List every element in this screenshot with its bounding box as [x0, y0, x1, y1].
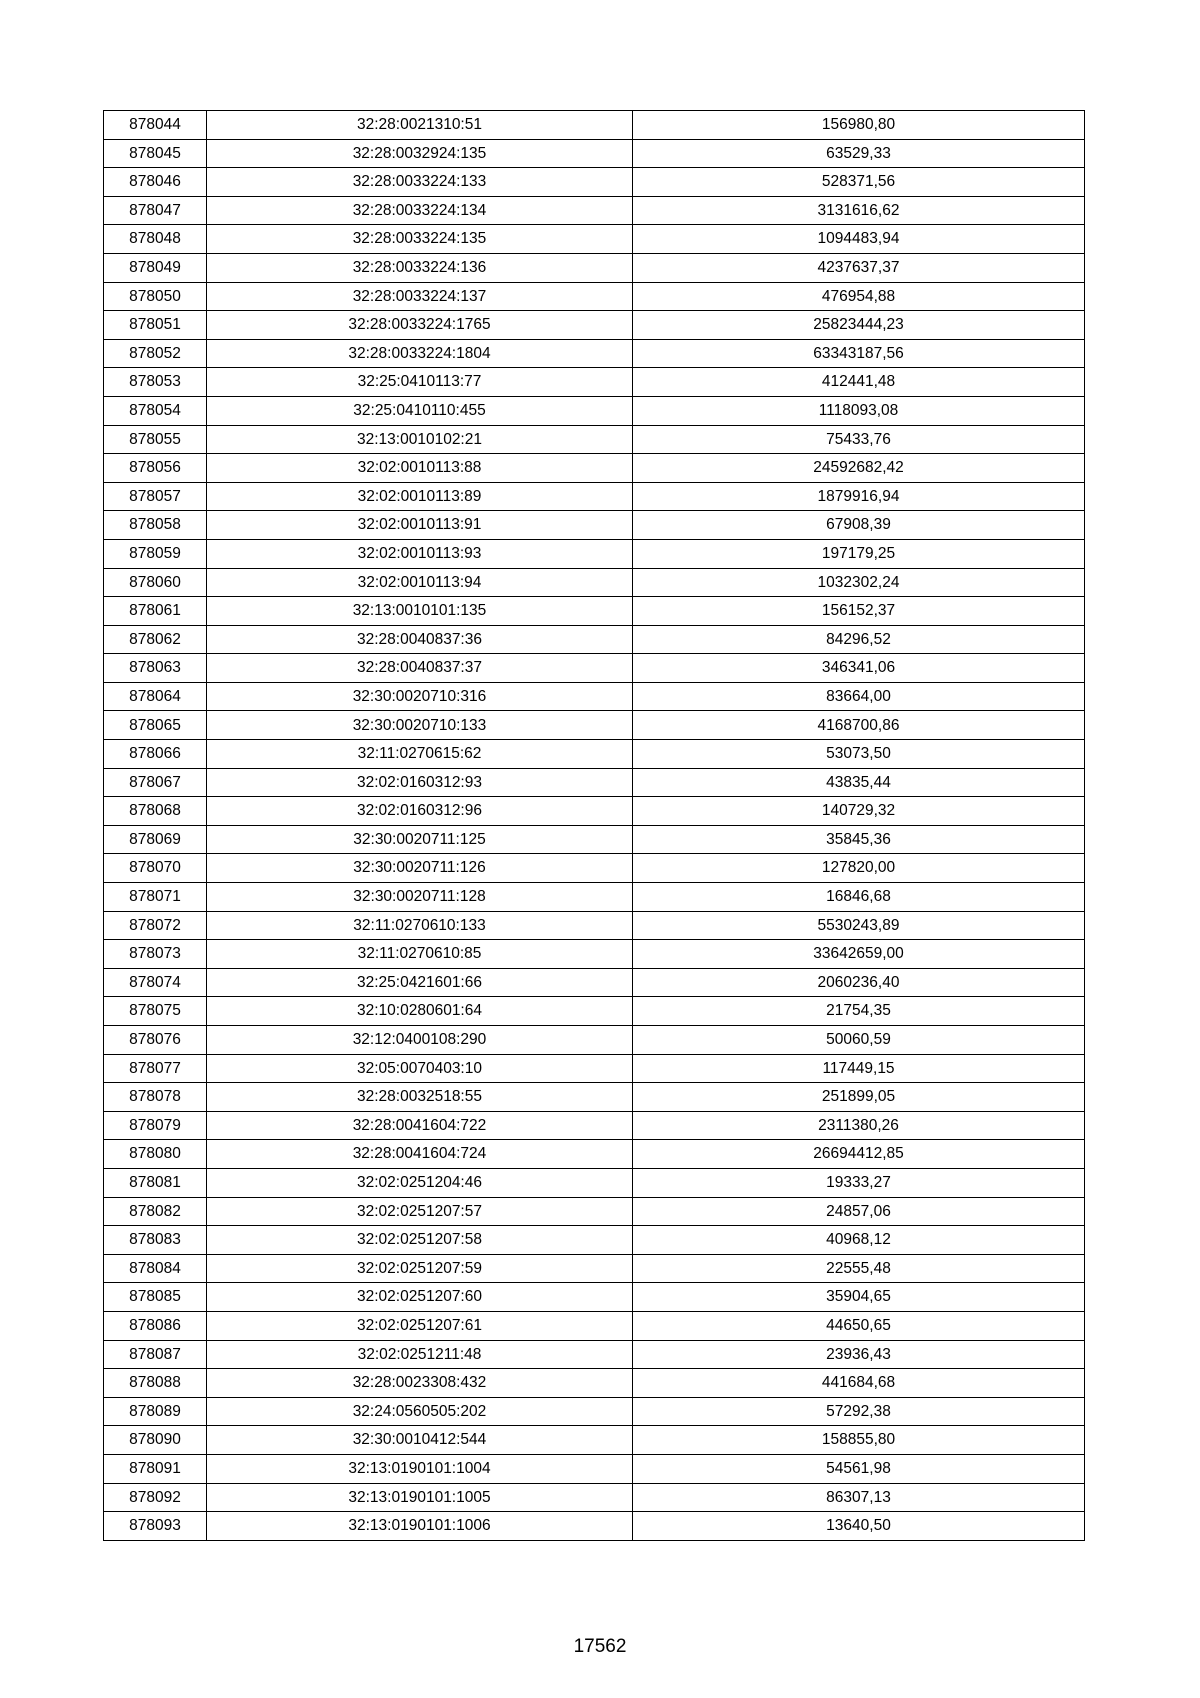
row-id-cell: 878081 — [104, 1168, 207, 1197]
row-id-cell: 878054 — [104, 396, 207, 425]
cadastral-number-cell: 32:02:0251207:59 — [207, 1254, 633, 1283]
table-row — [104, 883, 1085, 912]
data-table — [103, 110, 1085, 1541]
cadastral-number-cell: 32:28:0023308:432 — [207, 1369, 633, 1398]
row-id-cell: 878068 — [104, 797, 207, 826]
cadastral-number-cell: 32:02:0251207:58 — [207, 1226, 633, 1255]
row-id-cell: 878047 — [104, 196, 207, 225]
table-row — [104, 1226, 1085, 1255]
row-id-cell: 878076 — [104, 1026, 207, 1055]
cadastral-number-cell: 32:30:0020711:125 — [207, 825, 633, 854]
cadastral-number-cell: 32:02:0010113:88 — [207, 454, 633, 483]
row-id-cell: 878049 — [104, 253, 207, 282]
table-row — [104, 1197, 1085, 1226]
value-cell: 117449,15 — [633, 1054, 1085, 1083]
row-id-cell: 878088 — [104, 1369, 207, 1398]
row-id-cell: 878058 — [104, 511, 207, 540]
table-row — [104, 997, 1085, 1026]
cadastral-number-cell: 32:13:0190101:1005 — [207, 1483, 633, 1512]
cadastral-number-cell: 32:30:0020710:133 — [207, 711, 633, 740]
row-id-cell: 878077 — [104, 1054, 207, 1083]
table-row — [104, 1311, 1085, 1340]
table-row — [104, 940, 1085, 969]
table-row — [104, 625, 1085, 654]
cadastral-number-cell: 32:13:0010102:21 — [207, 425, 633, 454]
value-cell: 412441,48 — [633, 368, 1085, 397]
cadastral-number-cell: 32:28:0033224:1765 — [207, 311, 633, 340]
value-cell: 1032302,24 — [633, 568, 1085, 597]
row-id-cell: 878051 — [104, 311, 207, 340]
table-row — [104, 139, 1085, 168]
cadastral-number-cell: 32:28:0033224:136 — [207, 253, 633, 282]
row-id-cell: 878045 — [104, 139, 207, 168]
cadastral-number-cell: 32:13:0190101:1006 — [207, 1512, 633, 1541]
table-row — [104, 825, 1085, 854]
value-cell: 67908,39 — [633, 511, 1085, 540]
table-row — [104, 854, 1085, 883]
row-id-cell: 878055 — [104, 425, 207, 454]
value-cell: 35845,36 — [633, 825, 1085, 854]
row-id-cell: 878090 — [104, 1426, 207, 1455]
cadastral-number-cell: 32:12:0400108:290 — [207, 1026, 633, 1055]
table-row — [104, 1340, 1085, 1369]
cadastral-number-cell: 32:24:0560505:202 — [207, 1397, 633, 1426]
row-id-cell: 878087 — [104, 1340, 207, 1369]
cadastral-number-cell: 32:25:0421601:66 — [207, 968, 633, 997]
cadastral-number-cell: 32:28:0032518:55 — [207, 1083, 633, 1112]
cadastral-number-cell: 32:30:0010412:544 — [207, 1426, 633, 1455]
row-id-cell: 878060 — [104, 568, 207, 597]
value-cell: 25823444,23 — [633, 311, 1085, 340]
row-id-cell: 878064 — [104, 682, 207, 711]
value-cell: 40968,12 — [633, 1226, 1085, 1255]
row-id-cell: 878061 — [104, 597, 207, 626]
value-cell: 26694412,85 — [633, 1140, 1085, 1169]
table-row — [104, 768, 1085, 797]
cadastral-number-cell: 32:28:0033224:137 — [207, 282, 633, 311]
row-id-cell: 878084 — [104, 1254, 207, 1283]
cadastral-number-cell: 32:25:0410110:455 — [207, 396, 633, 425]
cadastral-number-cell: 32:05:0070403:10 — [207, 1054, 633, 1083]
value-cell: 3131616,62 — [633, 196, 1085, 225]
row-id-cell: 878053 — [104, 368, 207, 397]
table-row — [104, 1140, 1085, 1169]
row-id-cell: 878085 — [104, 1283, 207, 1312]
table-row — [104, 539, 1085, 568]
row-id-cell: 878083 — [104, 1226, 207, 1255]
table-row — [104, 1397, 1085, 1426]
table-row — [104, 168, 1085, 197]
value-cell: 84296,52 — [633, 625, 1085, 654]
cadastral-number-cell: 32:02:0251211:48 — [207, 1340, 633, 1369]
cadastral-number-cell: 32:02:0251207:60 — [207, 1283, 633, 1312]
table-row — [104, 1168, 1085, 1197]
value-cell: 197179,25 — [633, 539, 1085, 568]
value-cell: 2060236,40 — [633, 968, 1085, 997]
table-body — [104, 111, 1085, 1541]
value-cell: 33642659,00 — [633, 940, 1085, 969]
table-row — [104, 196, 1085, 225]
value-cell: 251899,05 — [633, 1083, 1085, 1112]
value-cell: 1094483,94 — [633, 225, 1085, 254]
value-cell: 83664,00 — [633, 682, 1085, 711]
cadastral-number-cell: 32:28:0041604:724 — [207, 1140, 633, 1169]
row-id-cell: 878056 — [104, 454, 207, 483]
table-row — [104, 797, 1085, 826]
cadastral-number-cell: 32:02:0251207:61 — [207, 1311, 633, 1340]
table-row — [104, 1369, 1085, 1398]
cadastral-number-cell: 32:11:0270610:85 — [207, 940, 633, 969]
cadastral-number-cell: 32:10:0280601:64 — [207, 997, 633, 1026]
value-cell: 16846,68 — [633, 883, 1085, 912]
row-id-cell: 878069 — [104, 825, 207, 854]
table-row — [104, 282, 1085, 311]
cadastral-number-cell: 32:02:0160312:93 — [207, 768, 633, 797]
table-row — [104, 968, 1085, 997]
cadastral-number-cell: 32:28:0033224:135 — [207, 225, 633, 254]
value-cell: 86307,13 — [633, 1483, 1085, 1512]
cadastral-number-cell: 32:02:0251207:57 — [207, 1197, 633, 1226]
row-id-cell: 878075 — [104, 997, 207, 1026]
cadastral-number-cell: 32:30:0020711:128 — [207, 883, 633, 912]
row-id-cell: 878092 — [104, 1483, 207, 1512]
cadastral-number-cell: 32:28:0021310:51 — [207, 111, 633, 140]
cadastral-number-cell: 32:28:0041604:722 — [207, 1111, 633, 1140]
value-cell: 50060,59 — [633, 1026, 1085, 1055]
table-row — [104, 1483, 1085, 1512]
table-row — [104, 654, 1085, 683]
page-number: 17562 — [573, 1636, 627, 1657]
cadastral-number-cell: 32:28:0033224:134 — [207, 196, 633, 225]
table-row — [104, 1283, 1085, 1312]
table-row — [104, 711, 1085, 740]
table-row — [104, 740, 1085, 769]
value-cell: 158855,80 — [633, 1426, 1085, 1455]
table-row — [104, 454, 1085, 483]
row-id-cell: 878059 — [104, 539, 207, 568]
cadastral-number-cell: 32:11:0270610:133 — [207, 911, 633, 940]
value-cell: 13640,50 — [633, 1512, 1085, 1541]
table-row — [104, 1026, 1085, 1055]
value-cell: 24592682,42 — [633, 454, 1085, 483]
table-row — [104, 511, 1085, 540]
value-cell: 57292,38 — [633, 1397, 1085, 1426]
value-cell: 75433,76 — [633, 425, 1085, 454]
row-id-cell: 878044 — [104, 111, 207, 140]
value-cell: 4237637,37 — [633, 253, 1085, 282]
table-row — [104, 911, 1085, 940]
table-row — [104, 1083, 1085, 1112]
table-row — [104, 1254, 1085, 1283]
table-row — [104, 1111, 1085, 1140]
row-id-cell: 878067 — [104, 768, 207, 797]
value-cell: 476954,88 — [633, 282, 1085, 311]
table-row — [104, 1426, 1085, 1455]
table-row — [104, 682, 1085, 711]
table-row — [104, 1512, 1085, 1541]
table-row — [104, 253, 1085, 282]
value-cell: 528371,56 — [633, 168, 1085, 197]
table-row — [104, 368, 1085, 397]
row-id-cell: 878066 — [104, 740, 207, 769]
value-cell: 156980,80 — [633, 111, 1085, 140]
value-cell: 23936,43 — [633, 1340, 1085, 1369]
cadastral-number-cell: 32:13:0010101:135 — [207, 597, 633, 626]
cadastral-number-cell: 32:02:0010113:93 — [207, 539, 633, 568]
row-id-cell: 878072 — [104, 911, 207, 940]
value-cell: 4168700,86 — [633, 711, 1085, 740]
row-id-cell: 878070 — [104, 854, 207, 883]
cadastral-number-cell: 32:25:0410113:77 — [207, 368, 633, 397]
cadastral-number-cell: 32:02:0160312:96 — [207, 797, 633, 826]
table-row — [104, 1454, 1085, 1483]
row-id-cell: 878079 — [104, 1111, 207, 1140]
value-cell: 1118093,08 — [633, 396, 1085, 425]
value-cell: 54561,98 — [633, 1454, 1085, 1483]
value-cell: 127820,00 — [633, 854, 1085, 883]
table-row — [104, 311, 1085, 340]
row-id-cell: 878080 — [104, 1140, 207, 1169]
cadastral-number-cell: 32:28:0032924:135 — [207, 139, 633, 168]
cadastral-number-cell: 32:28:0040837:37 — [207, 654, 633, 683]
table-row — [104, 396, 1085, 425]
cadastral-number-cell: 32:30:0020711:126 — [207, 854, 633, 883]
row-id-cell: 878065 — [104, 711, 207, 740]
cadastral-number-cell: 32:28:0033224:1804 — [207, 339, 633, 368]
value-cell: 156152,37 — [633, 597, 1085, 626]
value-cell: 19333,27 — [633, 1168, 1085, 1197]
cadastral-number-cell: 32:02:0251204:46 — [207, 1168, 633, 1197]
cadastral-number-cell: 32:02:0010113:91 — [207, 511, 633, 540]
table-row — [104, 482, 1085, 511]
table-row — [104, 339, 1085, 368]
cadastral-number-cell: 32:02:0010113:89 — [207, 482, 633, 511]
row-id-cell: 878073 — [104, 940, 207, 969]
cadastral-number-cell: 32:28:0033224:133 — [207, 168, 633, 197]
row-id-cell: 878089 — [104, 1397, 207, 1426]
table-row — [104, 1054, 1085, 1083]
cadastral-number-cell: 32:13:0190101:1004 — [207, 1454, 633, 1483]
table-row — [104, 568, 1085, 597]
value-cell: 63343187,56 — [633, 339, 1085, 368]
row-id-cell: 878052 — [104, 339, 207, 368]
table-row — [104, 225, 1085, 254]
row-id-cell: 878093 — [104, 1512, 207, 1541]
row-id-cell: 878062 — [104, 625, 207, 654]
value-cell: 140729,32 — [633, 797, 1085, 826]
cadastral-number-cell: 32:28:0040837:36 — [207, 625, 633, 654]
row-id-cell: 878078 — [104, 1083, 207, 1112]
value-cell: 53073,50 — [633, 740, 1085, 769]
value-cell: 24857,06 — [633, 1197, 1085, 1226]
row-id-cell: 878057 — [104, 482, 207, 511]
table-row — [104, 597, 1085, 626]
cadastral-number-cell: 32:02:0010113:94 — [207, 568, 633, 597]
row-id-cell: 878050 — [104, 282, 207, 311]
value-cell: 441684,68 — [633, 1369, 1085, 1398]
value-cell: 63529,33 — [633, 139, 1085, 168]
value-cell: 2311380,26 — [633, 1111, 1085, 1140]
row-id-cell: 878046 — [104, 168, 207, 197]
row-id-cell: 878048 — [104, 225, 207, 254]
value-cell: 43835,44 — [633, 768, 1085, 797]
row-id-cell: 878071 — [104, 883, 207, 912]
row-id-cell: 878086 — [104, 1311, 207, 1340]
value-cell: 5530243,89 — [633, 911, 1085, 940]
value-cell: 22555,48 — [633, 1254, 1085, 1283]
table-row — [104, 425, 1085, 454]
cadastral-number-cell: 32:30:0020710:316 — [207, 682, 633, 711]
row-id-cell: 878074 — [104, 968, 207, 997]
table-row — [104, 111, 1085, 140]
value-cell: 44650,65 — [633, 1311, 1085, 1340]
value-cell: 1879916,94 — [633, 482, 1085, 511]
row-id-cell: 878063 — [104, 654, 207, 683]
value-cell: 35904,65 — [633, 1283, 1085, 1312]
value-cell: 346341,06 — [633, 654, 1085, 683]
row-id-cell: 878091 — [104, 1454, 207, 1483]
row-id-cell: 878082 — [104, 1197, 207, 1226]
cadastral-number-cell: 32:11:0270615:62 — [207, 740, 633, 769]
value-cell: 21754,35 — [633, 997, 1085, 1026]
